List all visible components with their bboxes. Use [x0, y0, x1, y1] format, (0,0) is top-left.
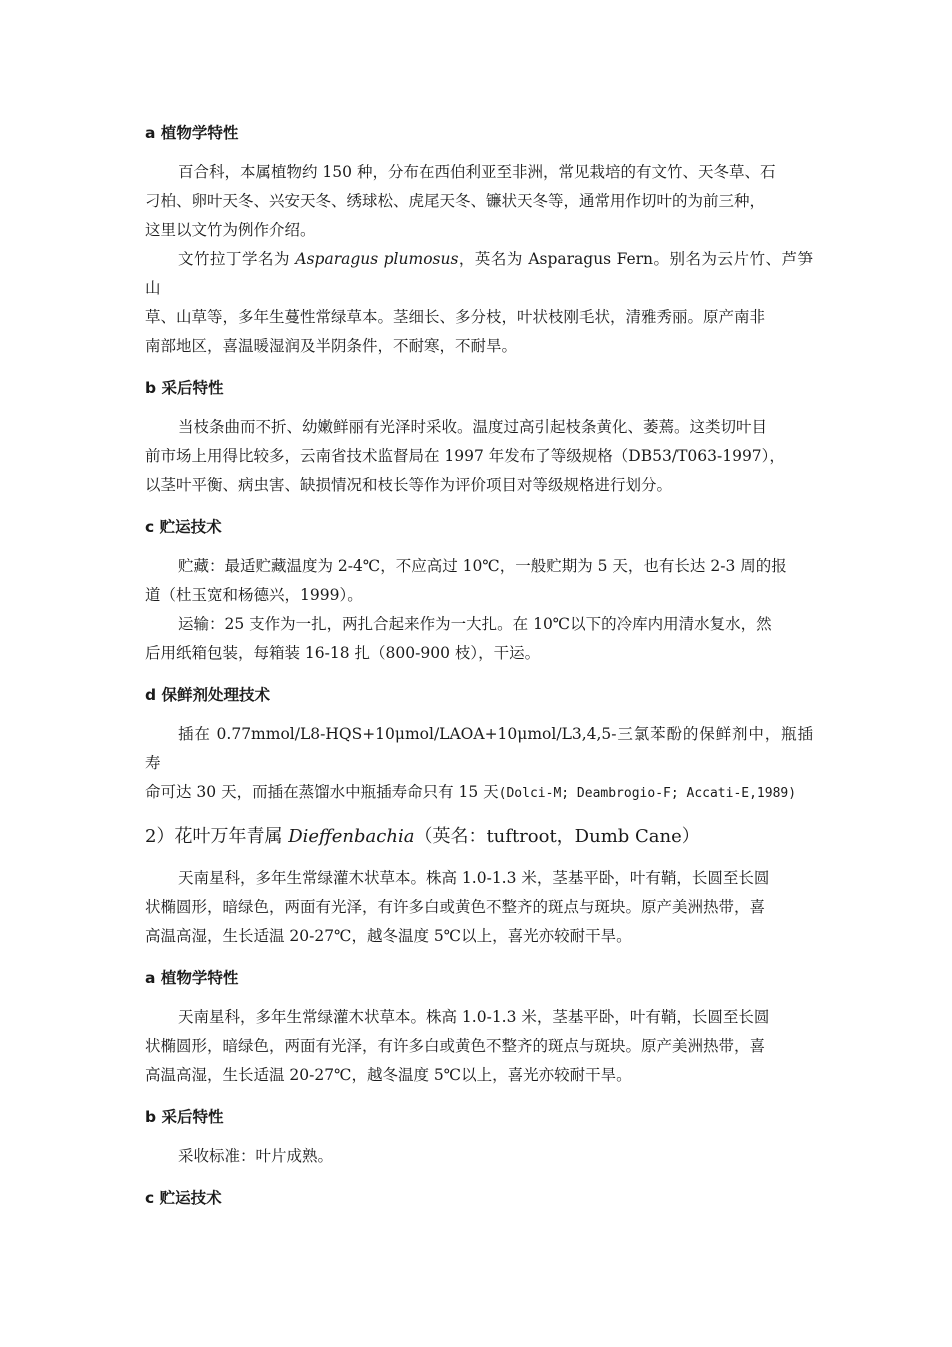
text-segment: 文竹拉丁学名为 — [178, 250, 296, 268]
heading-preservative-treatment: d 保鲜剂处理技术 — [145, 686, 270, 704]
heading-botanical-traits: a 植物学特性 — [145, 124, 239, 142]
document-page — [145, 120, 813, 1223]
paragraph-botanical-family: 百合科，本属植物约 150 种，分布在西伯利亚至非洲，常见栽培的有文竹、天冬草、石 刁柏、卵叶天冬、兴安天冬、绣球松、虎尾天冬、镰状天冬等，通常用作切叶的为前三种， 这里以文竹为例作介绍。 — [145, 163, 776, 239]
paragraph-postharvest: 当枝条曲而不折、幼嫩鲜丽有光泽时采收。温度过高引起枝条黄化、萎蔫。这类切叶目 前市场上用得比较多，云南省技术监督局在 1997 年发布了等级规格（DB53/T063-1997）， 以茎叶平衡、病虫害、缺损情况和枝长等作为评价项目对等级规格进行划分。 — [145, 418, 785, 494]
paragraph-botanical-2: 天南星科，多年生常绿灌木状草本。株高 1.0-1.3 米，茎基平卧，叶有鞘，长圆至长圆 状椭圆形，暗绿色，两面有光泽，有许多白或黄色不整齐的斑点与斑块。原产美洲热带，喜 高温高湿，生长适温 20-27℃，越冬温度 5℃以上，喜光亦较耐干旱。 — [145, 1008, 770, 1084]
text-segment: 插在 0.77mmol/L8-HQS+10μmol/LAOA+10μmol/L3,4,5-三氯苯酚的保鲜剂中，瓶插寿 命可达 30 天，而插在蒸馏水中瓶插寿命只有 15 天 — [145, 725, 813, 801]
paragraph-transport: 运输：25 支作为一扎，两扎合起来作为一大扎。在 10℃以下的冷库内用清水复水，然 后用纸箱包装，每箱装 16-18 扎（800-900 枝），干运。 — [145, 615, 772, 662]
paragraph-storage: 贮藏：最适贮藏温度为 2-4℃，不应高过 10℃，一般贮期为 5 天，也有长达 2-3 周的报 道（杜玉宽和杨德兴，1999）。 — [145, 557, 787, 604]
paragraph-dieffenbachia-intro: 天南星科，多年生常绿灌木状草本。株高 1.0-1.3 米，茎基平卧，叶有鞘，长圆至长圆 状椭圆形，暗绿色，两面有光泽，有许多白或黄色不整齐的斑点与斑块。原产美洲热带，喜 高温高湿，生长适温 20-27℃，越冬温度 5℃以上，喜光亦较耐干旱。 — [145, 869, 770, 945]
heading-storage-transport-2: c 贮运技术 — [145, 1189, 222, 1207]
heading-postharvest-traits-2: b 采后特性 — [145, 1108, 224, 1126]
section-title-dieffenbachia — [145, 822, 813, 852]
latin-name: Dieffenbachia — [288, 826, 415, 847]
paragraph-preservative — [145, 720, 813, 808]
heading-botanical-traits-2: a 植物学特性 — [145, 969, 239, 987]
heading-postharvest-traits: b 采后特性 — [145, 379, 224, 397]
paragraph-asparagus-description — [145, 245, 813, 361]
heading-storage-transport: c 贮运技术 — [145, 518, 222, 536]
paragraph-harvest-standard: 采收标准：叶片成熟。 — [178, 1147, 334, 1165]
text-segment: 2）花叶万年青属 — [145, 826, 289, 847]
text-segment: ，英名为 Asparagus Fern。别名为云片竹、芦笋山 草、山草等，多年生蔓性常绿草本。茎细长、多分枝，叶状枝刚毛状，清雅秀丽。原产南非 南部地区，喜温暖湿润及半阴条件，不耐寒，不耐旱。 — [145, 250, 813, 355]
latin-name: Asparagus plumosus — [295, 250, 459, 268]
citation: (Dolci-M; Deambrogio-F; Accati-E,1989) — [498, 786, 797, 801]
text-segment: （英名：tuftroot，Dumb Cane） — [414, 826, 700, 847]
